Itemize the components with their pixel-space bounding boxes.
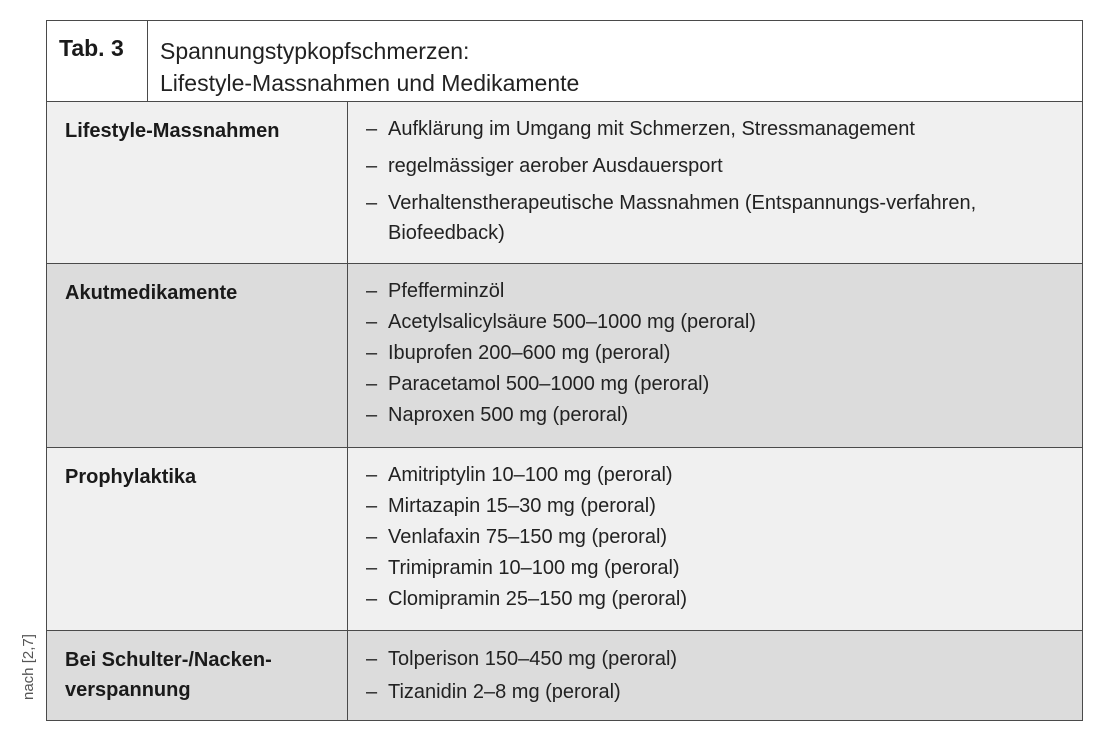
list-item-text: regelmässiger aerober Ausdauersport [388,155,723,177]
items-lifestyle [348,102,1082,263]
list-item-text: Trimipramin 10–100 mg (peroral) [388,557,680,579]
list-item-text: Venlafaxin 75–150 mg (peroral) [388,526,668,548]
dash-marker: – [366,373,378,395]
table-title-row [47,21,1082,102]
table-row-prophylaktika [47,448,1082,631]
dash-marker: – [366,681,378,703]
source-note: nach [2,7] [20,634,37,700]
list-item [366,643,1082,676]
items-prophylaktika [348,448,1082,630]
list-item [366,307,1082,338]
list-item [366,553,1082,584]
table-label: Tab. 3 [47,21,148,101]
list-item-text: Pfefferminzöl [388,280,505,302]
list-item [366,676,1082,709]
list-item-text: Verhaltenstherapeutische Massnahmen (Entspannungs-verfahren, Biofeedback) [388,192,977,244]
category-prophylaktika: Prophylaktika [47,448,348,630]
list-item-text: Aufklärung im Umgang mit Schmerzen, Stressmanagement [388,118,915,140]
category-schulter-nacken: Bei Schulter-/Nacken-verspannung [47,631,348,720]
dash-marker: – [366,557,378,579]
list-item-text: Naproxen 500 mg (peroral) [388,404,629,426]
list-item-text: Ibuprofen 200–600 mg (peroral) [388,342,671,364]
list-item-text: Clomipramin 25–150 mg (peroral) [388,588,688,610]
dash-marker: – [366,280,378,302]
list-item-text: Tizanidin 2–8 mg (peroral) [388,681,621,703]
list-item [366,188,1082,248]
dash-marker: – [366,648,378,670]
list-item [366,114,1082,144]
category-lifestyle: Lifestyle-Massnahmen [47,102,348,263]
list-item [366,491,1082,522]
dash-marker: – [366,118,378,140]
category-akutmedikamente: Akutmedikamente [47,264,348,447]
table-title-line-2: Lifestyle-Massnahmen und Medikamente [160,70,580,96]
dash-marker: – [366,526,378,548]
list-item [366,400,1082,431]
list-item [366,460,1082,491]
list-item [366,522,1082,553]
items-akutmedikamente [348,264,1082,447]
table-title-line-1: Spannungstypkopfschmerzen: [160,38,470,64]
dash-marker: – [366,155,378,177]
list-item-text: Acetylsalicylsäure 500–1000 mg (peroral) [388,311,756,333]
dash-marker: – [366,588,378,610]
list-item [366,369,1082,400]
list-item [366,151,1082,181]
dash-marker: – [366,311,378,333]
dash-marker: – [366,342,378,364]
list-item-text: Amitriptylin 10–100 mg (peroral) [388,464,673,486]
list-item [366,276,1082,307]
dash-marker: – [366,464,378,486]
table-row-akutmedikamente [47,264,1082,448]
medication-table [46,20,1083,721]
table-row-lifestyle [47,102,1082,264]
dash-marker: – [366,495,378,517]
list-item-text: Mirtazapin 15–30 mg (peroral) [388,495,656,517]
list-item [366,338,1082,369]
list-item [366,584,1082,615]
dash-marker: – [366,404,378,426]
items-schulter-nacken [348,631,1082,720]
table-title [148,21,1082,101]
table-row-schulter-nacken [47,631,1082,720]
list-item-text: Paracetamol 500–1000 mg (peroral) [388,373,710,395]
dash-marker: – [366,192,378,214]
list-item-text: Tolperison 150–450 mg (peroral) [388,648,678,670]
